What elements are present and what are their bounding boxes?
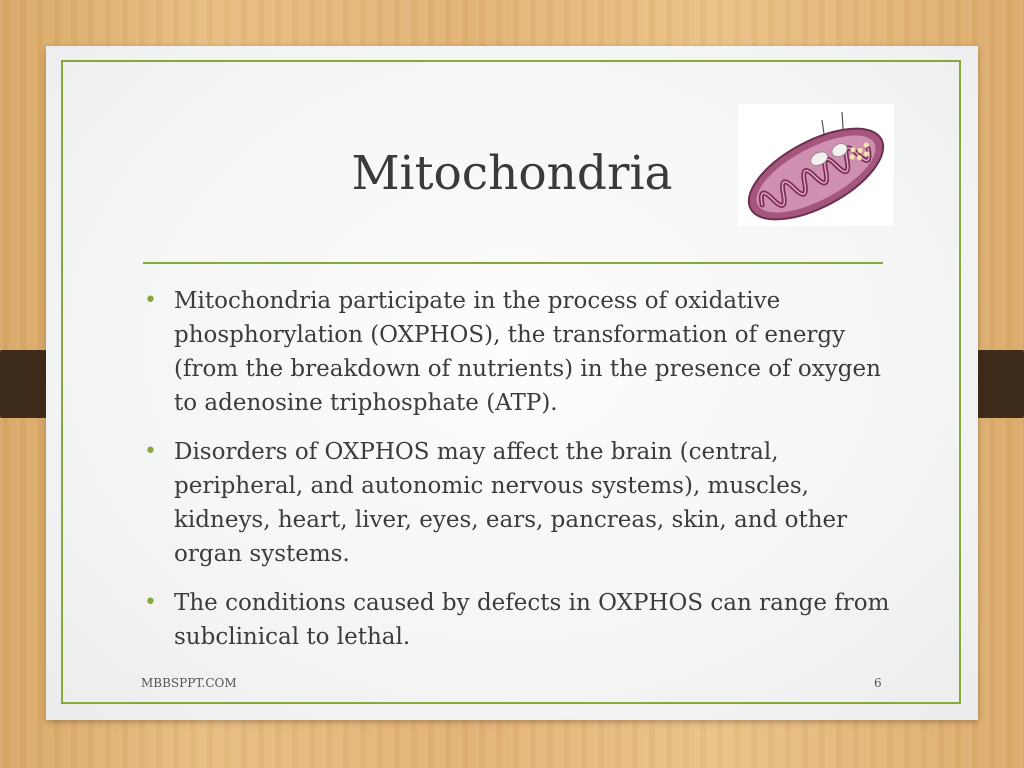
title-divider: [143, 262, 883, 264]
slide: [46, 46, 978, 720]
mitochondria-illustration: [738, 104, 894, 226]
bullet-item: [140, 435, 900, 571]
slide-title: Mitochondria: [351, 146, 673, 201]
bullet-marker: •: [144, 590, 157, 615]
bullet-text: The conditions caused by defects in OXPHOS can range from subclinical to lethal.: [174, 590, 890, 650]
page-number: 6: [874, 676, 882, 690]
bullet-list: [140, 284, 900, 669]
mitochondria-icon: [738, 104, 894, 226]
bullet-text: Disorders of OXPHOS may affect the brain (central, peripheral, and autonomic nervous systems), muscles, kidneys, heart, liver, eyes, ears, pancreas, skin, and other organ systems.: [174, 439, 848, 567]
bullet-item: [140, 284, 900, 420]
bullet-item: [140, 586, 900, 654]
bullet-marker: •: [144, 439, 157, 464]
bullet-text: Mitochondria participate in the process of oxidative phosphorylation (OXPHOS), the transformation of energy (from the breakdown of nutrients) in the presence of oxygen to adenosine triphosphate (ATP).: [174, 288, 881, 416]
bullet-marker: •: [144, 288, 157, 313]
footer-source: MBBSPPT.COM: [141, 676, 237, 690]
